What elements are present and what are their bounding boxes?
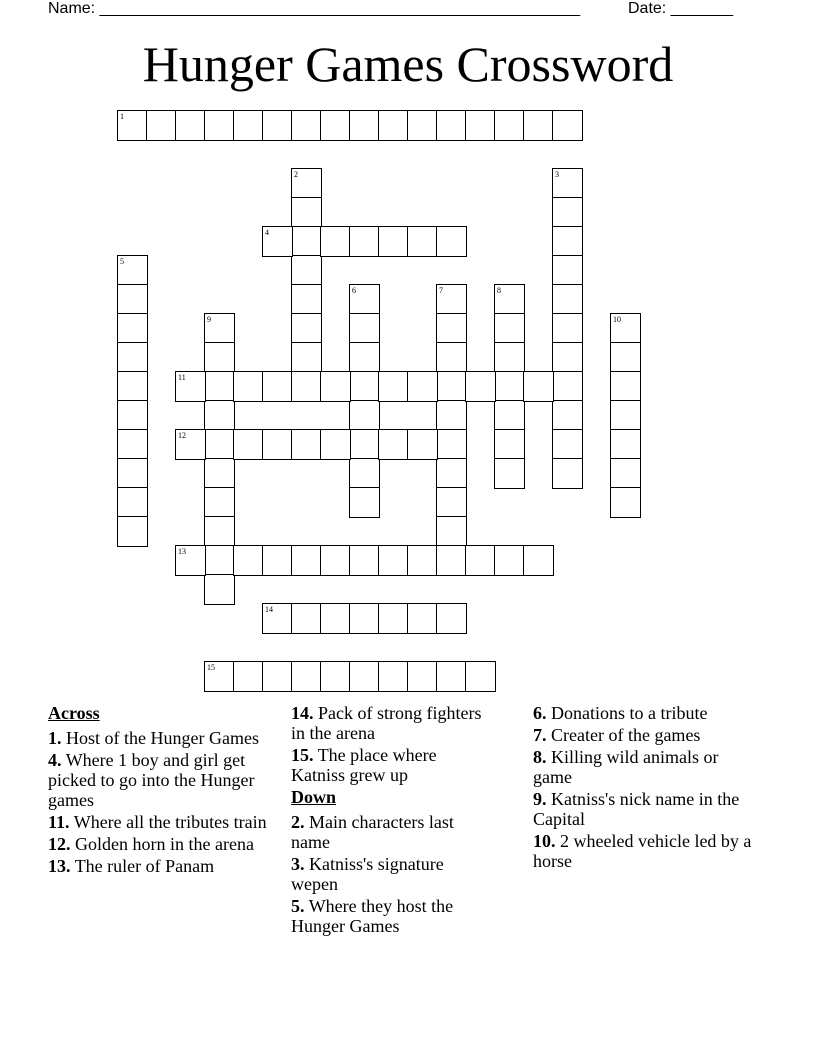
grid-cell[interactable] <box>262 429 293 460</box>
grid-cell[interactable] <box>407 371 438 402</box>
clue-number: 8 <box>497 286 501 295</box>
grid-cell[interactable] <box>494 371 525 402</box>
grid-cell[interactable] <box>610 371 641 402</box>
grid-cell[interactable] <box>291 661 322 692</box>
grid-cell[interactable] <box>291 255 322 286</box>
grid-cell[interactable] <box>610 342 641 373</box>
grid-cell[interactable] <box>175 429 206 460</box>
grid-cell[interactable] <box>610 313 641 344</box>
grid-cell[interactable] <box>291 429 322 460</box>
grid-cell[interactable] <box>552 226 583 257</box>
grid-cell[interactable] <box>349 487 380 518</box>
grid-cell[interactable] <box>291 603 322 634</box>
clue-number: 13 <box>178 547 186 556</box>
grid-cell[interactable] <box>494 458 525 489</box>
clue-number: 12 <box>178 431 186 440</box>
grid-cell[interactable] <box>523 110 554 141</box>
grid-cell[interactable] <box>378 603 409 634</box>
grid-cell[interactable] <box>233 545 264 576</box>
grid-cell[interactable] <box>349 226 380 257</box>
grid-cell[interactable] <box>436 661 467 692</box>
grid-cell[interactable] <box>407 429 438 460</box>
clue-number: 5 <box>120 257 124 266</box>
grid-cell[interactable] <box>349 429 380 460</box>
grid-cell[interactable] <box>291 168 322 199</box>
grid-cell[interactable] <box>407 661 438 692</box>
clue-down-9: 9. Katniss's nick name in the Capital <box>533 789 740 829</box>
grid-cell[interactable] <box>204 574 235 605</box>
grid-cell[interactable] <box>204 400 235 431</box>
clue-number: 14 <box>265 605 273 614</box>
clue-number: 1 <box>120 112 124 121</box>
grid-cell[interactable] <box>552 371 583 402</box>
grid-cell[interactable] <box>610 400 641 431</box>
grid-cell[interactable] <box>117 400 148 431</box>
grid-cell[interactable] <box>117 458 148 489</box>
grid-cell[interactable] <box>465 661 496 692</box>
grid-cell[interactable] <box>291 371 322 402</box>
grid-cell[interactable] <box>349 545 380 576</box>
grid-cell[interactable] <box>204 371 235 402</box>
clue-across-12: 12. Golden horn in the arena <box>48 834 254 854</box>
clue-across-13: 13. The ruler of Panam <box>48 856 215 876</box>
grid-cell[interactable] <box>204 516 235 547</box>
grid-cell[interactable] <box>320 110 351 141</box>
grid-cell[interactable] <box>262 603 293 634</box>
grid-cell[interactable] <box>204 342 235 373</box>
grid-cell[interactable] <box>204 458 235 489</box>
clue-across-1: 1. Host of the Hunger Games <box>48 728 259 748</box>
grid-cell[interactable] <box>436 371 467 402</box>
grid-cell[interactable] <box>233 110 264 141</box>
grid-cell[interactable] <box>291 545 322 576</box>
grid-cell[interactable] <box>320 429 351 460</box>
grid-cell[interactable] <box>117 284 148 315</box>
grid-cell[interactable] <box>436 487 467 518</box>
grid-cell[interactable] <box>494 110 525 141</box>
page-title: Hunger Games Crossword <box>142 36 674 92</box>
grid-cell[interactable] <box>610 487 641 518</box>
grid-cell[interactable] <box>175 110 206 141</box>
clue-across-11: 11. Where all the tributes train <box>48 812 267 832</box>
grid-cell[interactable] <box>436 429 467 460</box>
across-heading: Across <box>48 703 100 723</box>
grid-cell[interactable] <box>204 661 235 692</box>
grid-cell[interactable] <box>552 110 583 141</box>
grid-cell[interactable] <box>117 429 148 460</box>
clue-number: 6 <box>352 286 356 295</box>
grid-cell[interactable] <box>436 516 467 547</box>
grid-cell[interactable] <box>552 197 583 228</box>
grid-cell[interactable] <box>494 545 525 576</box>
grid-cell[interactable] <box>378 110 409 141</box>
grid-cell[interactable] <box>552 458 583 489</box>
clue-across-15: 15. The place where Katniss grew up <box>291 745 437 785</box>
grid-cell[interactable] <box>262 226 293 257</box>
clues-column-1 <box>48 703 270 878</box>
clue-number: 2 <box>294 170 298 179</box>
clue-down-7: 7. Creater of the games <box>533 725 701 745</box>
grid-cell[interactable] <box>436 342 467 373</box>
grid-cell[interactable] <box>204 429 235 460</box>
date-field-label: Date: _______ <box>628 0 733 17</box>
grid-cell[interactable] <box>465 545 496 576</box>
grid-cell[interactable] <box>523 371 554 402</box>
grid-cell[interactable] <box>117 313 148 344</box>
grid-cell[interactable] <box>175 371 206 402</box>
clue-down-3: 3. Katniss's signature wepen <box>291 854 444 894</box>
grid-cell[interactable] <box>523 545 554 576</box>
grid-cell[interactable] <box>552 255 583 286</box>
clue-number: 3 <box>555 170 559 179</box>
grid-cell[interactable] <box>117 516 148 547</box>
name-field-label: Name: ______________________________________________________ <box>48 0 581 17</box>
grid-cell[interactable] <box>349 661 380 692</box>
grid-cell[interactable] <box>378 371 409 402</box>
grid-cell[interactable] <box>320 603 351 634</box>
clues-column-3 <box>533 703 753 873</box>
clue-number: 10 <box>613 315 621 324</box>
down-heading: Down <box>291 787 337 807</box>
grid-cell[interactable] <box>291 284 322 315</box>
grid-cell[interactable] <box>407 226 438 257</box>
grid-cell[interactable] <box>552 168 583 199</box>
grid-cell[interactable] <box>262 661 293 692</box>
grid-cell[interactable] <box>117 487 148 518</box>
grid-cell[interactable] <box>378 545 409 576</box>
grid-cell[interactable] <box>349 603 380 634</box>
grid-cell[interactable] <box>349 458 380 489</box>
grid-cell[interactable] <box>494 342 525 373</box>
grid-cell[interactable] <box>610 429 641 460</box>
grid-cell[interactable] <box>407 545 438 576</box>
grid-cell[interactable] <box>291 342 322 373</box>
grid-cell[interactable] <box>349 400 380 431</box>
grid-cell[interactable] <box>378 661 409 692</box>
clue-number: 15 <box>207 663 215 672</box>
grid-cell[interactable] <box>436 313 467 344</box>
grid-cell[interactable] <box>378 429 409 460</box>
clue-down-5: 5. Where they host the Hunger Games <box>291 896 454 936</box>
clue-number: 4 <box>265 228 269 237</box>
grid-cell[interactable] <box>233 661 264 692</box>
grid-cell[interactable] <box>378 226 409 257</box>
clue-down-2: 2. Main characters last name <box>291 812 454 852</box>
grid-cell[interactable] <box>494 400 525 431</box>
grid-cell[interactable] <box>552 284 583 315</box>
clue-number: 11 <box>178 373 186 382</box>
grid-cell[interactable] <box>233 371 264 402</box>
grid-cell[interactable] <box>465 110 496 141</box>
clue-number: 9 <box>207 315 211 324</box>
grid-cell[interactable] <box>320 661 351 692</box>
grid-cell[interactable] <box>117 110 148 141</box>
grid-cell[interactable] <box>204 487 235 518</box>
grid-cell[interactable] <box>407 603 438 634</box>
grid-cell[interactable] <box>349 371 380 402</box>
grid-cell[interactable] <box>407 110 438 141</box>
grid-cell[interactable] <box>494 313 525 344</box>
grid-cell[interactable] <box>204 545 235 576</box>
clues-column-2 <box>291 703 491 938</box>
grid-cell[interactable] <box>291 226 322 257</box>
grid-cell[interactable] <box>233 429 264 460</box>
clue-number: 7 <box>439 286 443 295</box>
grid-cell[interactable] <box>552 313 583 344</box>
grid-cell[interactable] <box>552 429 583 460</box>
grid-cell[interactable] <box>436 458 467 489</box>
grid-cell[interactable] <box>349 342 380 373</box>
grid-cell[interactable] <box>494 429 525 460</box>
clue-across-14: 14. Pack of strong fighters in the arena <box>291 703 482 743</box>
grid-cell[interactable] <box>262 110 293 141</box>
grid-cell[interactable] <box>117 342 148 373</box>
clue-across-4: 4. Where 1 boy and girl get picked to go into the Hunger games <box>48 750 255 810</box>
grid-cell[interactable] <box>204 110 235 141</box>
grid-cell[interactable] <box>320 371 351 402</box>
grid-cell[interactable] <box>349 110 380 141</box>
grid-cell[interactable] <box>552 342 583 373</box>
grid-cell[interactable] <box>436 545 467 576</box>
grid-cell[interactable] <box>552 400 583 431</box>
grid-cell[interactable] <box>610 458 641 489</box>
grid-cell[interactable] <box>320 545 351 576</box>
clue-down-6: 6. Donations to a tribute <box>533 703 708 723</box>
grid-cell[interactable] <box>436 400 467 431</box>
grid-cell[interactable] <box>291 197 322 228</box>
grid-cell[interactable] <box>465 371 496 402</box>
grid-cell[interactable] <box>320 226 351 257</box>
grid-cell[interactable] <box>291 313 322 344</box>
grid-cell[interactable] <box>436 284 467 315</box>
grid-cell[interactable] <box>291 110 322 141</box>
grid-cell[interactable] <box>262 545 293 576</box>
clue-down-8: 8. Killing wild animals or game <box>533 747 719 787</box>
grid-cell[interactable] <box>262 371 293 402</box>
grid-cell[interactable] <box>349 313 380 344</box>
grid-cell[interactable] <box>349 284 380 315</box>
grid-cell[interactable] <box>117 255 148 286</box>
grid-cell[interactable] <box>117 371 148 402</box>
grid-cell[interactable] <box>204 313 235 344</box>
grid-cell[interactable] <box>146 110 177 141</box>
grid-cell[interactable] <box>436 110 467 141</box>
grid-cell[interactable] <box>436 603 467 634</box>
grid-cell[interactable] <box>494 284 525 315</box>
clue-down-10: 10. 2 wheeled vehicle led by a horse <box>533 831 752 871</box>
grid-cell[interactable] <box>175 545 206 576</box>
grid-cell[interactable] <box>436 226 467 257</box>
